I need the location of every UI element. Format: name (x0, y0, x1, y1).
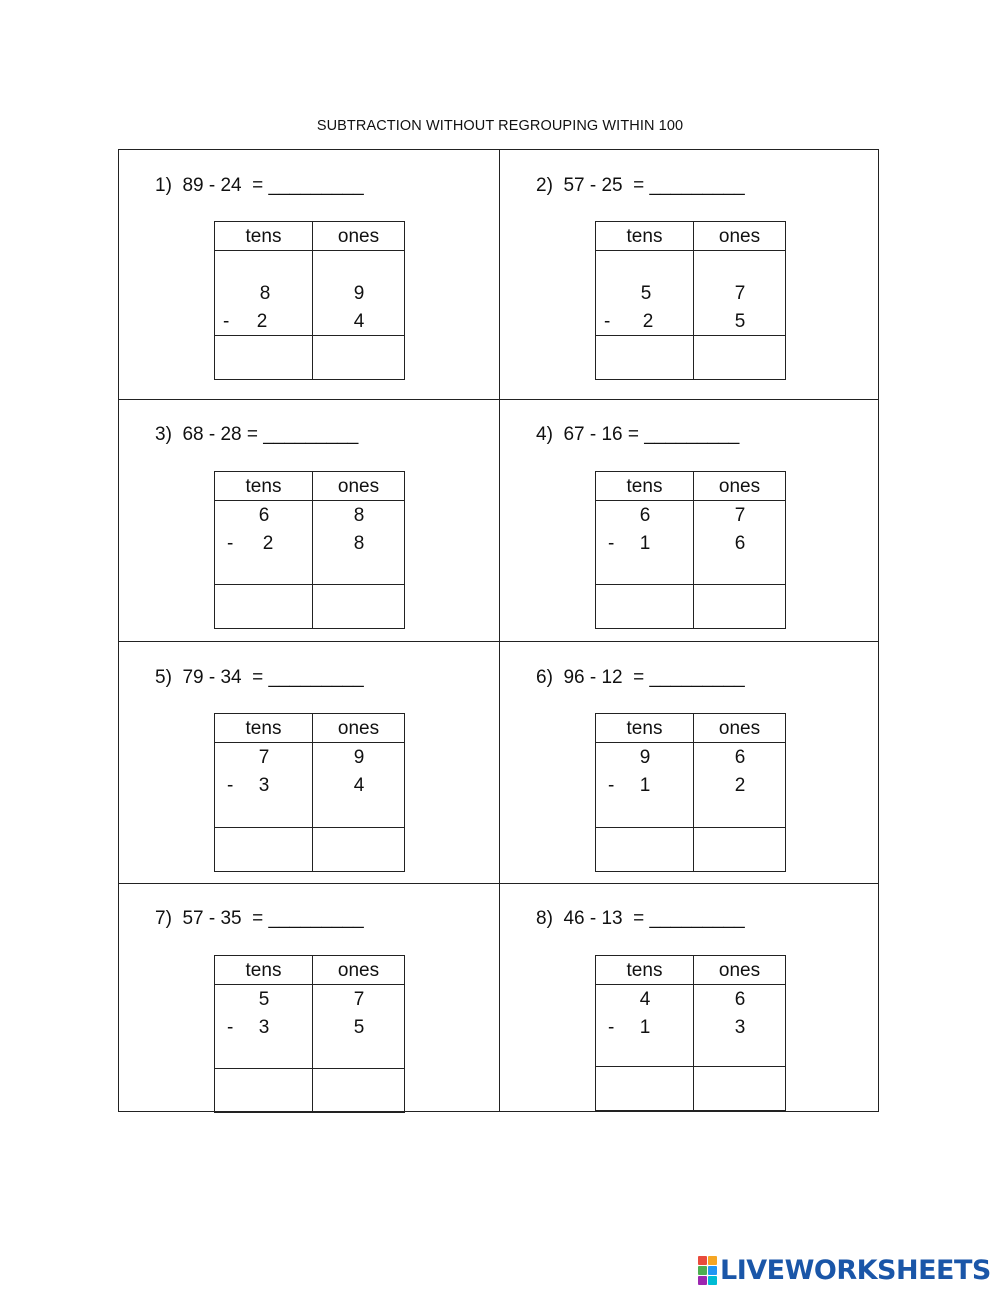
bottom-ones-digit: 4 (353, 311, 365, 332)
minus-sign: - (604, 311, 611, 332)
minus-sign: - (608, 775, 615, 796)
top-ones-digit: 8 (353, 505, 365, 526)
answer-cell-ones[interactable] (694, 1067, 786, 1111)
problem-8-equation[interactable]: 8) 46 - 13 = _________ (536, 908, 745, 929)
tens-header: tens (626, 960, 663, 981)
answer-cell-tens[interactable] (596, 1067, 693, 1111)
top-tens-digit: 4 (639, 989, 651, 1010)
problem-4-equation[interactable]: 4) 67 - 16 = _________ (536, 424, 740, 445)
tens-header: tens (245, 718, 282, 739)
top-tens-digit: 5 (258, 989, 270, 1010)
answer-cell-ones[interactable] (694, 336, 786, 380)
ones-header: ones (718, 476, 761, 497)
top-ones-digit: 7 (734, 283, 746, 304)
bottom-tens-digit: 3 (258, 775, 270, 796)
bottom-tens-digit: 1 (639, 775, 651, 796)
answer-cell-tens[interactable] (215, 828, 312, 872)
logo-text: LIVEWORKSHEETS (720, 1254, 991, 1286)
minus-sign: - (223, 311, 230, 332)
place-value-table-7 (214, 955, 405, 1113)
bottom-ones-digit: 8 (353, 533, 365, 554)
problem-7-equation[interactable]: 7) 57 - 35 = _________ (155, 908, 364, 929)
bottom-ones-digit: 6 (734, 533, 746, 554)
bottom-ones-digit: 2 (734, 775, 746, 796)
top-tens-digit: 9 (639, 747, 651, 768)
answer-cell-tens[interactable] (596, 336, 693, 380)
place-value-table-2 (595, 221, 786, 380)
grid-divider-row-2 (119, 641, 878, 642)
minus-sign: - (227, 775, 234, 796)
grid-divider-row-1 (119, 399, 878, 400)
answer-cell-ones[interactable] (694, 828, 786, 872)
top-ones-digit: 6 (734, 747, 746, 768)
ones-header: ones (718, 226, 761, 247)
place-value-table-5 (214, 713, 405, 872)
problem-6-equation[interactable]: 6) 96 - 12 = _________ (536, 667, 745, 688)
top-ones-digit: 9 (353, 283, 365, 304)
minus-sign: - (227, 1017, 234, 1038)
answer-cell-tens[interactable] (215, 336, 312, 380)
ones-header: ones (337, 476, 380, 497)
place-value-table-6 (595, 713, 786, 872)
bottom-tens-digit: 3 (258, 1017, 270, 1038)
place-value-table-3 (214, 471, 405, 629)
place-value-table-4 (595, 471, 786, 629)
problem-3-equation[interactable]: 3) 68 - 28 = _________ (155, 424, 359, 445)
answer-cell-ones[interactable] (313, 336, 405, 380)
bottom-ones-digit: 3 (734, 1017, 746, 1038)
tens-header: tens (626, 226, 663, 247)
minus-sign: - (227, 533, 234, 554)
bottom-tens-digit: 2 (642, 311, 654, 332)
answer-cell-tens[interactable] (215, 585, 312, 629)
grid-divider-row-3 (119, 883, 878, 884)
top-ones-digit: 9 (353, 747, 365, 768)
logo-blocks-icon (698, 1256, 717, 1285)
bottom-tens-digit: 2 (256, 311, 268, 332)
top-tens-digit: 6 (639, 505, 651, 526)
problem-1-equation[interactable]: 1) 89 - 24 = _________ (155, 175, 364, 196)
tens-header: tens (245, 226, 282, 247)
problem-5-equation[interactable]: 5) 79 - 34 = _________ (155, 667, 364, 688)
answer-cell-ones[interactable] (313, 585, 405, 629)
ones-header: ones (337, 718, 380, 739)
place-value-table-1 (214, 221, 405, 380)
answer-cell-tens[interactable] (596, 828, 693, 872)
bottom-tens-digit: 2 (262, 533, 274, 554)
answer-cell-ones[interactable] (313, 828, 405, 872)
top-tens-digit: 8 (259, 283, 271, 304)
ones-header: ones (718, 960, 761, 981)
liveworksheets-logo (698, 1255, 991, 1285)
answer-cell-tens[interactable] (596, 585, 693, 629)
answer-cell-ones[interactable] (313, 1069, 405, 1113)
tens-header: tens (245, 960, 282, 981)
worksheet-title: SUBTRACTION WITHOUT REGROUPING WITHIN 100 (316, 118, 684, 134)
minus-sign: - (608, 1017, 615, 1038)
ones-header: ones (718, 718, 761, 739)
bottom-ones-digit: 5 (734, 311, 746, 332)
top-ones-digit: 7 (353, 989, 365, 1010)
top-tens-digit: 7 (258, 747, 270, 768)
place-value-table-8 (595, 955, 786, 1111)
answer-cell-tens[interactable] (215, 1069, 312, 1113)
ones-header: ones (337, 960, 380, 981)
problem-2-equation[interactable]: 2) 57 - 25 = _________ (536, 175, 745, 196)
minus-sign: - (608, 533, 615, 554)
tens-header: tens (245, 476, 282, 497)
bottom-ones-digit: 5 (353, 1017, 365, 1038)
answer-cell-ones[interactable] (694, 585, 786, 629)
ones-header: ones (337, 226, 380, 247)
tens-header: tens (626, 476, 663, 497)
top-tens-digit: 6 (258, 505, 270, 526)
bottom-ones-digit: 4 (353, 775, 365, 796)
top-tens-digit: 5 (640, 283, 652, 304)
bottom-tens-digit: 1 (639, 533, 651, 554)
top-ones-digit: 7 (734, 505, 746, 526)
bottom-tens-digit: 1 (639, 1017, 651, 1038)
top-ones-digit: 6 (734, 989, 746, 1010)
grid-divider-vertical (499, 150, 500, 1111)
tens-header: tens (626, 718, 663, 739)
